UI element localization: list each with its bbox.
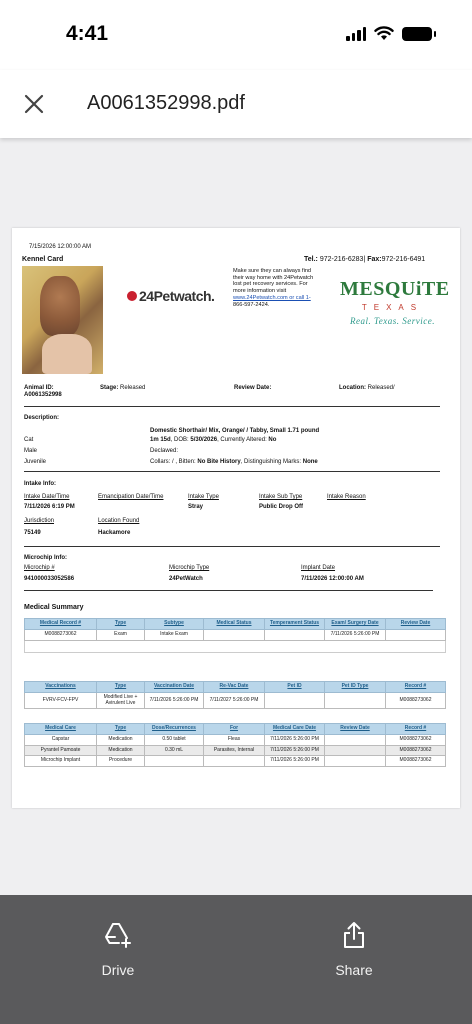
divider	[24, 471, 440, 472]
column-header: Type	[97, 619, 145, 630]
table-cell	[325, 756, 386, 767]
table-cell: Exam	[97, 629, 145, 640]
bottom-action-bar	[0, 895, 472, 1024]
microchip-info-label: Microchip Info:	[24, 555, 67, 561]
column-header: Pet ID Type	[325, 682, 386, 693]
table-header-row	[25, 682, 446, 693]
table-cell: M0088273062	[386, 692, 446, 709]
location-field: Location: Released/	[339, 385, 395, 391]
table-cell: 0.30 mL	[145, 745, 204, 756]
table-cell: 7/11/2026 5:26:00 PM	[265, 745, 325, 756]
animal-photo	[22, 266, 103, 374]
jurisdiction-value: 75149	[24, 530, 41, 536]
animal-id-label: Animal ID:	[24, 385, 54, 391]
desc-collars: Collars: / , Bitten: No Bite History, Distinguishing Marks: None	[150, 459, 318, 465]
location-found-label: Location Found	[98, 518, 140, 524]
intake-header: Intake Date/Time	[24, 494, 70, 500]
table-header-row	[25, 724, 446, 735]
table-cell: 7/11/2027 5:26:00 PM	[204, 692, 265, 709]
table-row	[25, 692, 446, 709]
table-cell: Pyrantel Pamoate	[25, 745, 97, 756]
column-header: Medical Status	[204, 619, 265, 630]
column-header: Vaccinations	[25, 682, 97, 693]
viewer-header	[0, 70, 472, 138]
table-cell: Capstar	[25, 734, 97, 745]
desc-age-dob: 1m 15d, DOB: 5/30/2026, Currently Altered: No	[150, 437, 277, 443]
pdf-page	[12, 228, 460, 808]
table-row	[25, 640, 446, 652]
file-name: A0061352998.pdf	[87, 92, 245, 114]
review-date-label: Review Date:	[234, 385, 272, 391]
column-header: Record #	[386, 724, 446, 735]
table-cell	[204, 629, 265, 640]
column-header: Temperament Status	[265, 619, 325, 630]
intake-value: 7/11/2026 6:19 PM	[24, 504, 75, 510]
column-header: Record #	[386, 682, 446, 693]
table-cell: Medication	[97, 745, 145, 756]
microchip-value: 7/11/2026 12:00:00 AM	[301, 576, 364, 582]
table-cell: Procedure	[97, 756, 145, 767]
drive-label: Drive	[101, 962, 135, 978]
intake-header: Emancipation Date/Time	[98, 494, 164, 500]
drive-add-icon	[103, 921, 133, 949]
table-row	[25, 756, 446, 767]
medical-record-table	[24, 618, 446, 653]
microchip-header: Microchip #	[24, 565, 55, 571]
table-row	[25, 745, 446, 756]
table-cell: Modified Live + Avirulent Live	[97, 692, 145, 709]
table-cell: 7/11/2026 5:26:00 PM	[145, 692, 204, 709]
contact-line: Tel.: 972-216-6283| Fax:972-216-6491	[304, 256, 426, 263]
table-cell: Parasites, Internal	[204, 745, 265, 756]
status-bar	[0, 0, 472, 70]
petwatch-logo: 24Petwatch.	[127, 288, 214, 304]
table-cell	[145, 756, 204, 767]
share-label: Share	[335, 962, 373, 978]
doc-title: Kennel Card	[22, 256, 64, 263]
table-cell: 7/11/2026 5:26:00 PM	[325, 629, 386, 640]
table-cell: Fleas	[204, 734, 265, 745]
column-header: Type	[97, 724, 145, 735]
desc-breed: Domestic Shorthair/ Mix, Orange/ / Tabby, Small 1.71 pound	[150, 428, 320, 434]
table-cell: 7/11/2026 5:26:00 PM	[265, 734, 325, 745]
battery-icon	[402, 27, 432, 41]
petwatch-blurb: Make sure they can always find their way home with 24Petwatch lost pet recovery services. For more information visit www.24Petwatch.com or call 1- 866-597-2424.	[233, 268, 314, 308]
medical-care-table	[24, 723, 446, 767]
jurisdiction-label: Jurisdiction	[24, 518, 55, 524]
table-cell	[265, 692, 325, 709]
divider	[24, 590, 433, 591]
column-header: Pet ID	[265, 682, 325, 693]
medical-summary-label: Medical Summary	[24, 604, 84, 611]
share-icon	[342, 921, 366, 949]
table-cell: 0.50 tablet	[145, 734, 204, 745]
table-cell: Microchip Implant	[25, 756, 97, 767]
intake-header: Intake Sub Type	[259, 494, 303, 500]
table-row	[25, 629, 446, 640]
table-cell: Intake Exam	[145, 629, 204, 640]
doc-timestamp: 7/15/2026 12:00:00 AM	[29, 244, 92, 250]
table-header-row	[25, 619, 446, 630]
column-header: Medical Care	[25, 724, 97, 735]
mesquite-logo: MESQUiTE TEXAS Real. Texas. Service.	[340, 278, 450, 326]
table-cell: Medication	[97, 734, 145, 745]
table-cell: M0088273062	[386, 745, 446, 756]
vaccinations-table	[24, 681, 446, 709]
desc-age-group: Juvenile	[24, 459, 47, 465]
column-header: Review Date	[325, 724, 386, 735]
table-cell: FVRV-FCV-FPV	[25, 692, 97, 709]
status-time: 4:41	[66, 22, 109, 45]
microchip-value: 941000033052586	[24, 576, 75, 582]
column-header: Medical Record #	[25, 619, 97, 630]
desc-sex: Male	[24, 448, 38, 454]
table-cell: M0088273062	[386, 734, 446, 745]
column-header: Re-Vac Date	[204, 682, 265, 693]
desc-species: Cat	[24, 437, 34, 443]
status-icons	[346, 26, 432, 41]
microchip-header: Microchip Type	[169, 565, 210, 571]
column-header: Subtype	[145, 619, 204, 630]
column-header: Type	[97, 682, 145, 693]
intake-header: Intake Reason	[327, 494, 366, 500]
column-header: Exam/ Surgery Date	[325, 619, 386, 630]
close-button[interactable]	[20, 90, 48, 118]
description-label: Description:	[24, 415, 60, 421]
intake-info-label: Intake Info:	[24, 481, 57, 487]
wifi-icon	[374, 26, 394, 41]
divider	[24, 546, 440, 547]
column-header: Medical Care Date	[265, 724, 325, 735]
column-header: Review Date	[386, 619, 446, 630]
table-cell: M0088273062	[386, 756, 446, 767]
table-cell	[265, 629, 325, 640]
column-header: For	[204, 724, 265, 735]
drive-button[interactable]	[73, 920, 163, 978]
intake-value: Public Drop Off	[259, 504, 303, 510]
table-cell	[204, 756, 265, 767]
column-header: Vaccination Date	[145, 682, 204, 693]
petwatch-link[interactable]: www.24Petwatch.com or call 1-	[233, 294, 311, 301]
column-header: Dose/Recurrences	[145, 724, 204, 735]
table-cell	[325, 734, 386, 745]
intake-value: Stray	[188, 504, 204, 510]
microchip-value: 24PetWatch	[169, 576, 203, 582]
stage-field: Stage: Released	[100, 385, 146, 391]
desc-declawed: Declawed:	[150, 448, 179, 454]
table-cell	[386, 629, 446, 640]
table-cell	[325, 692, 386, 709]
animal-id-value: A0061352998	[24, 392, 62, 398]
divider	[24, 406, 440, 407]
location-found-value: Hackamore	[98, 530, 131, 536]
paw-icon	[127, 291, 137, 301]
intake-header: Intake Type	[188, 494, 219, 500]
table-cell	[325, 745, 386, 756]
microchip-header: Implant Date	[301, 565, 336, 571]
cellular-signal-icon	[346, 27, 366, 41]
table-cell: 7/11/2026 5:26:00 PM	[265, 756, 325, 767]
close-icon	[24, 94, 44, 114]
table-row	[25, 734, 446, 745]
table-cell: M0088273062	[25, 629, 97, 640]
share-button[interactable]	[309, 920, 399, 978]
